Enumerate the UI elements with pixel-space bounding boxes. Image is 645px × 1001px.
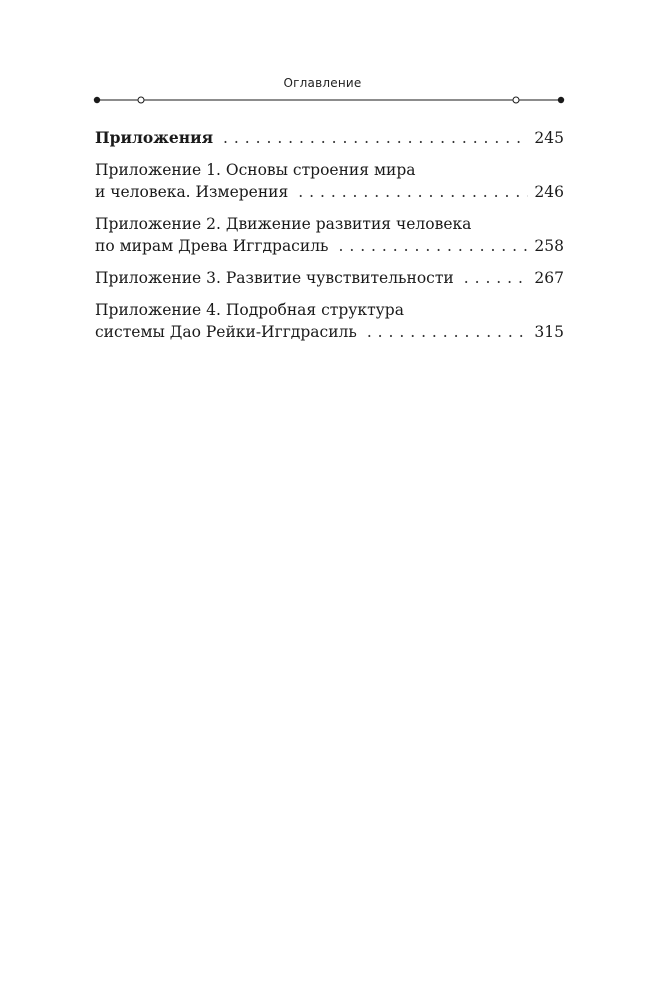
dot-leader xyxy=(367,321,529,343)
toc-entry-title: Приложение 3. Развитие чувствительности xyxy=(95,269,454,287)
toc-page-number: 245 xyxy=(534,129,564,147)
running-head-title: Оглавление xyxy=(283,76,362,90)
toc-entry-title-line: по мирам Древа Иггдрасиль xyxy=(95,237,329,255)
toc-entry-title: Приложения xyxy=(95,128,214,147)
toc-page-number: 315 xyxy=(534,323,564,341)
table-of-contents xyxy=(95,127,564,353)
dot-leader xyxy=(223,127,528,149)
toc-entry-title-line: Приложение 1. Основы строения мира xyxy=(95,161,416,179)
dot-leader xyxy=(464,267,529,289)
toc-entry-appendices[interactable] xyxy=(95,127,564,149)
header-ornament-rule xyxy=(93,94,565,106)
dot-leader xyxy=(338,235,528,257)
toc-entry-appendix-3[interactable] xyxy=(95,267,564,289)
toc-page-number: 267 xyxy=(534,269,564,287)
toc-entry-title-line: системы Дао Рейки-Иггдрасиль xyxy=(95,323,357,341)
toc-entry-appendix-2[interactable] xyxy=(95,213,564,257)
toc-entry-appendix-4[interactable] xyxy=(95,299,564,343)
toc-page-number: 258 xyxy=(534,237,564,255)
dot-leader xyxy=(298,181,528,203)
toc-entry-title-line: Приложение 2. Движение развития человека xyxy=(95,215,472,233)
toc-entry-title-line: и человека. Измерения xyxy=(95,183,289,201)
toc-page-number: 246 xyxy=(534,183,564,201)
toc-entry-appendix-1[interactable] xyxy=(95,159,564,203)
toc-entry-title-line: Приложение 4. Подробная структура xyxy=(95,301,404,319)
